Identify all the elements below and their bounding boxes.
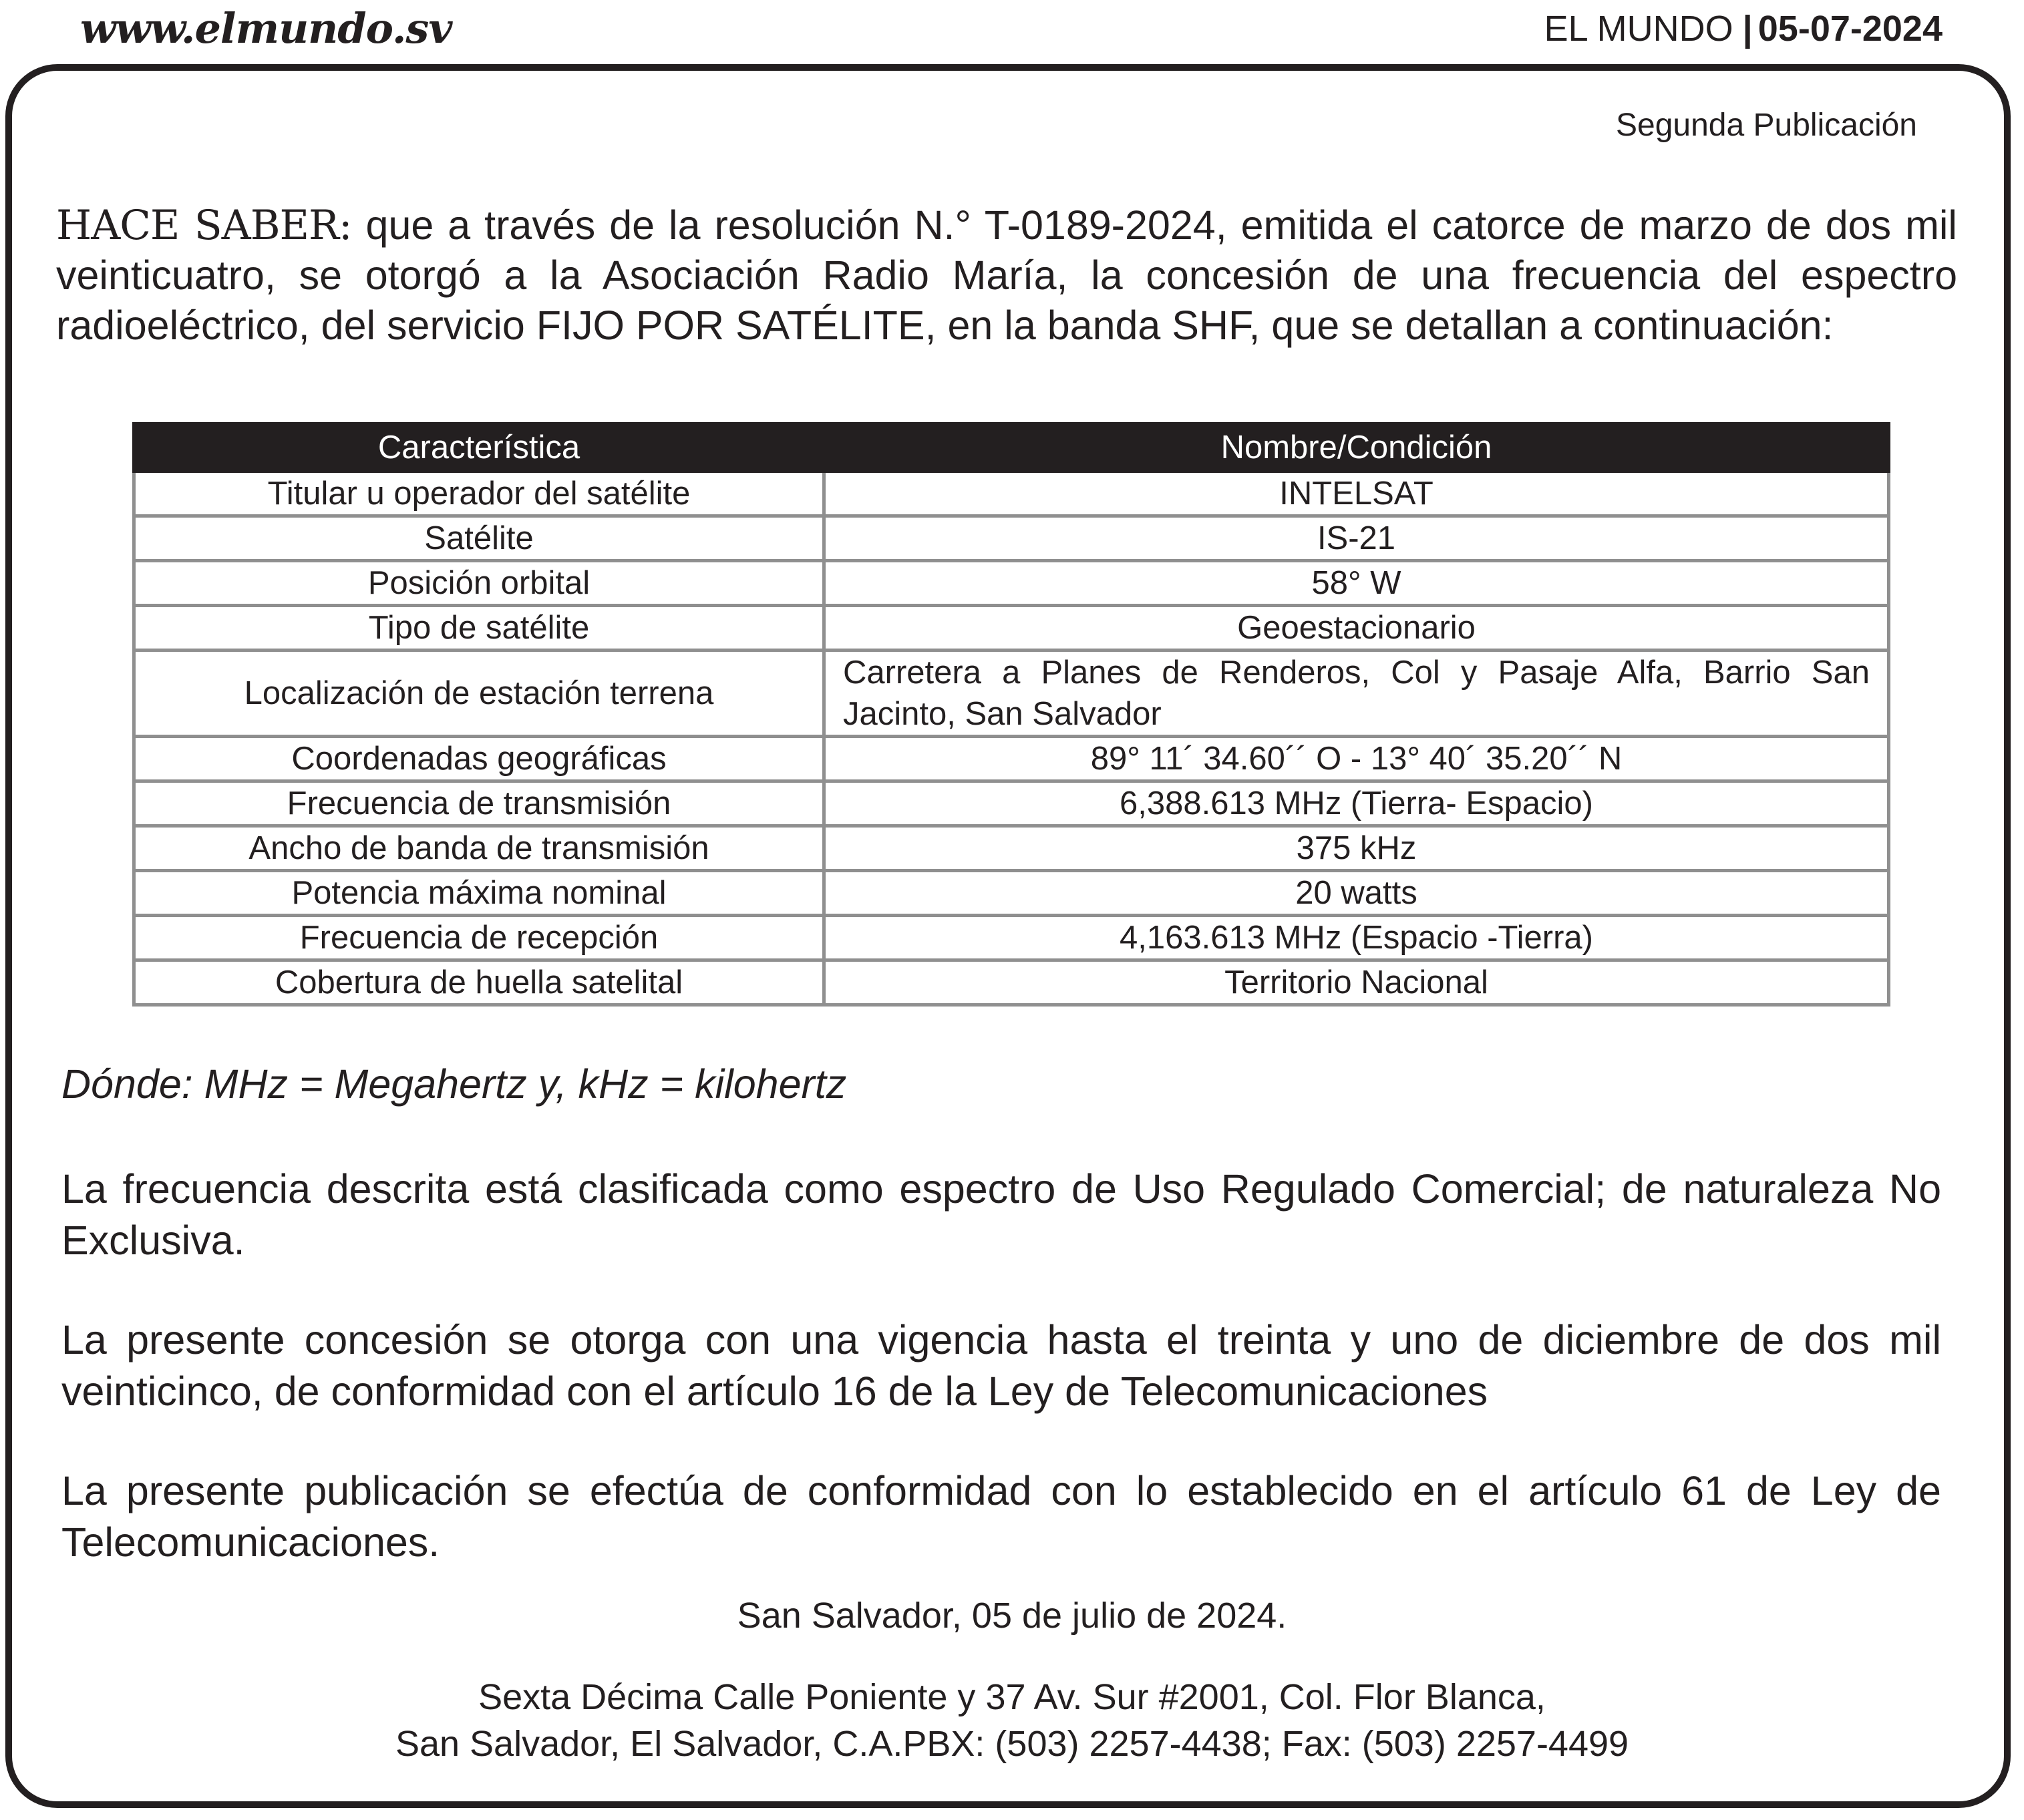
legal-basis-paragraph: La presente publicación se efectúa de conformidad con lo establecido en el artículo 61 de Ley de Telecomunicaciones. bbox=[61, 1468, 1941, 1565]
table-row bbox=[134, 781, 1889, 826]
table-cell-characteristic: Coordenadas geográficas bbox=[134, 737, 824, 781]
table-cell-value: IS-21 bbox=[824, 516, 1889, 561]
table-cell-value: 20 watts bbox=[824, 871, 1889, 916]
table-cell-characteristic: Frecuencia de recepción bbox=[134, 916, 824, 960]
intro-lead: HACE SABER: bbox=[56, 202, 352, 249]
table-cell-characteristic: Posición orbital bbox=[134, 561, 824, 606]
site-url: www.elmundo.sv bbox=[80, 4, 452, 53]
table-cell-characteristic: Potencia máxima nominal bbox=[134, 871, 824, 916]
table-cell-value: Geoestacionario bbox=[824, 606, 1889, 651]
table-header-condition: Nombre/Condición bbox=[824, 424, 1889, 472]
validity-paragraph: La presente concesión se otorga con una vigencia hasta el treinta y uno de diciembre de dos mil veinticinco, de conformidad con el artículo 16 de la Ley de Telecomunicaciones bbox=[61, 1317, 1941, 1414]
table-row bbox=[134, 651, 1889, 737]
table-cell-value: Carretera a Planes de Renderos, Col y Pasaje Alfa, Barrio San Jacinto, San Salvador bbox=[824, 651, 1889, 737]
specification-table bbox=[132, 422, 1890, 1007]
table-row bbox=[134, 561, 1889, 606]
table-cell-characteristic: Satélite bbox=[134, 516, 824, 561]
address-line-1: Sexta Décima Calle Poniente y 37 Av. Sur #2001, Col. Flor Blanca, bbox=[478, 1677, 1546, 1717]
table-cell-characteristic: Ancho de banda de transmisión bbox=[134, 826, 824, 871]
table-cell-characteristic: Frecuencia de transmisión bbox=[134, 781, 824, 826]
unit-definitions bbox=[61, 1061, 846, 1107]
table-cell-value: 6,388.613 MHz (Tierra- Espacio) bbox=[824, 781, 1889, 826]
publication-label: Segunda Publicación bbox=[1615, 108, 1917, 143]
table-header-row bbox=[134, 424, 1889, 472]
place-and-date: San Salvador, 05 de julio de 2024. bbox=[737, 1596, 1287, 1636]
definitions-text: MHz = Megahertz y, kHz = kilohertz bbox=[192, 1061, 847, 1107]
table-cell-characteristic: Localización de estación terrena bbox=[134, 651, 824, 737]
header-separator: | bbox=[1742, 9, 1753, 49]
table-row bbox=[134, 826, 1889, 871]
header-masthead bbox=[1544, 8, 1943, 49]
table-cell-value: 89° 11´ 34.60´´ O - 13° 40´ 35.20´´ N bbox=[824, 737, 1889, 781]
definitions-label: Dónde: bbox=[61, 1061, 193, 1107]
classification-paragraph: La frecuencia descrita está clasificada como espectro de Uso Regulado Comercial; de naturaleza No Exclusiva. bbox=[61, 1166, 1941, 1263]
table-row bbox=[134, 472, 1889, 516]
table-cell-value: 58° W bbox=[824, 561, 1889, 606]
table-cell-characteristic: Cobertura de huella satelital bbox=[134, 960, 824, 1005]
table-row bbox=[134, 960, 1889, 1005]
table-row bbox=[134, 516, 1889, 561]
table-cell-value: 375 kHz bbox=[824, 826, 1889, 871]
table-row bbox=[134, 737, 1889, 781]
table-cell-characteristic: Titular u operador del satélite bbox=[134, 472, 824, 516]
table-cell-value: 4,163.613 MHz (Espacio -Tierra) bbox=[824, 916, 1889, 960]
table-cell-value: Territorio Nacional bbox=[824, 960, 1889, 1005]
table-row bbox=[134, 606, 1889, 651]
table-cell-value: INTELSAT bbox=[824, 472, 1889, 516]
table-row bbox=[134, 871, 1889, 916]
publication-date: 05-07-2024 bbox=[1757, 9, 1943, 49]
publication-name: EL MUNDO bbox=[1544, 9, 1733, 49]
table-cell-characteristic: Tipo de satélite bbox=[134, 606, 824, 651]
address-line-2: San Salvador, El Salvador, C.A.PBX: (503) 2257-4438; Fax: (503) 2257-4499 bbox=[395, 1724, 1629, 1764]
intro-text: que a través de la resolución N.° T-0189-2024, emitida el catorce de marzo de dos mil veinticuatro, se otorgó a la Asociación Radio María, la concesión de una frecuencia del espectro radioeléctrico, del servicio FIJO POR SATÉLITE, en la banda SHF, que se detallan a continuación: bbox=[56, 202, 1957, 348]
table-header-characteristic: Característica bbox=[134, 424, 824, 472]
intro-paragraph bbox=[56, 200, 1957, 351]
table-row bbox=[134, 916, 1889, 960]
